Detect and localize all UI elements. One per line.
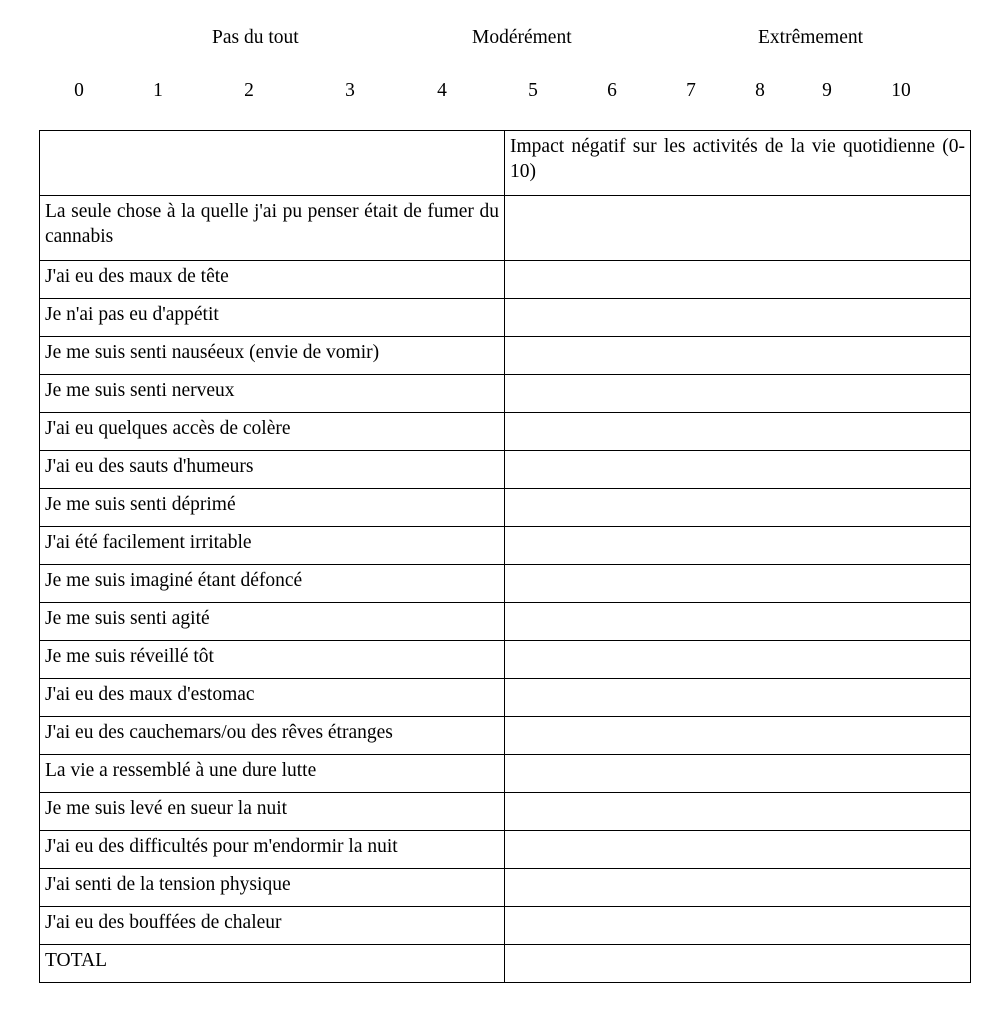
impact-value-cell[interactable] xyxy=(505,717,971,755)
scale-number-9: 9 xyxy=(822,80,832,101)
table-row xyxy=(40,299,971,337)
scale-number-4: 4 xyxy=(437,80,447,101)
symptom-label: J'ai eu des maux d'estomac xyxy=(40,679,505,717)
symptom-label: J'ai été facilement irritable xyxy=(40,527,505,565)
symptom-label: Je me suis senti agité xyxy=(40,603,505,641)
symptom-label: J'ai eu des sauts d'humeurs xyxy=(40,451,505,489)
total-label: TOTAL xyxy=(40,945,505,983)
table-row xyxy=(40,603,971,641)
impact-value-cell[interactable] xyxy=(505,413,971,451)
table-row xyxy=(40,755,971,793)
scale-label-max: Extrêmement xyxy=(758,27,864,48)
table-row xyxy=(40,641,971,679)
impact-value-cell[interactable] xyxy=(505,451,971,489)
symptom-label: J'ai eu des maux de tête xyxy=(40,261,505,299)
scale-number-5: 5 xyxy=(528,80,538,101)
impact-value-cell[interactable] xyxy=(505,907,971,945)
impact-value-cell[interactable] xyxy=(505,299,971,337)
symptom-label: Je me suis senti déprimé xyxy=(40,489,505,527)
scale-number-10: 10 xyxy=(891,80,911,101)
symptom-table xyxy=(39,130,971,983)
table-row xyxy=(40,793,971,831)
scale-number-3: 3 xyxy=(345,80,355,101)
symptom-label: La seule chose à la quelle j'ai pu penser était de fumer du cannabis xyxy=(40,196,505,261)
table-header-row xyxy=(40,131,971,196)
impact-value-cell[interactable] xyxy=(505,755,971,793)
table-row xyxy=(40,717,971,755)
table-row xyxy=(40,413,971,451)
impact-value-cell[interactable] xyxy=(505,641,971,679)
table-row xyxy=(40,451,971,489)
impact-value-cell[interactable] xyxy=(505,196,971,261)
scale-number-8: 8 xyxy=(755,80,765,101)
impact-value-cell[interactable] xyxy=(505,489,971,527)
impact-value-cell[interactable] xyxy=(505,603,971,641)
table-row xyxy=(40,489,971,527)
impact-value-cell[interactable] xyxy=(505,527,971,565)
impact-value-cell[interactable] xyxy=(505,869,971,907)
scale-number-6: 6 xyxy=(607,80,617,101)
symptom-label: Je me suis senti nerveux xyxy=(40,375,505,413)
table-row xyxy=(40,196,971,261)
symptom-label: La vie a ressemblé à une dure lutte xyxy=(40,755,505,793)
table-row xyxy=(40,907,971,945)
header-cell-impact: Impact négatif sur les activités de la vie quotidienne (0-10) xyxy=(505,131,971,196)
scale-label-min: Pas du tout xyxy=(212,27,299,48)
table-row xyxy=(40,945,971,983)
symptom-label: Je me suis réveillé tôt xyxy=(40,641,505,679)
symptom-label: J'ai eu quelques accès de colère xyxy=(40,413,505,451)
impact-value-cell[interactable] xyxy=(505,375,971,413)
symptom-label: Je me suis levé en sueur la nuit xyxy=(40,793,505,831)
impact-value-cell[interactable] xyxy=(505,337,971,375)
symptom-label: Je me suis imaginé étant défoncé xyxy=(40,565,505,603)
table-row xyxy=(40,831,971,869)
header-cell-blank xyxy=(40,131,505,196)
impact-value-cell[interactable] xyxy=(505,793,971,831)
table-row xyxy=(40,679,971,717)
table-row xyxy=(40,261,971,299)
symptom-label: J'ai eu des cauchemars/ou des rêves étranges xyxy=(40,717,505,755)
total-value-cell[interactable] xyxy=(505,945,971,983)
symptom-label: J'ai eu des difficultés pour m'endormir la nuit xyxy=(40,831,505,869)
impact-value-cell[interactable] xyxy=(505,831,971,869)
symptom-label: J'ai senti de la tension physique xyxy=(40,869,505,907)
impact-value-cell[interactable] xyxy=(505,565,971,603)
scale-number-0: 0 xyxy=(74,80,84,101)
scale-number-1: 1 xyxy=(153,80,163,101)
table-row xyxy=(40,337,971,375)
table-row xyxy=(40,527,971,565)
table-row xyxy=(40,869,971,907)
symptom-label: Je me suis senti nauséeux (envie de vomir) xyxy=(40,337,505,375)
scale-number-7: 7 xyxy=(686,80,696,101)
impact-value-cell[interactable] xyxy=(505,261,971,299)
table-row xyxy=(40,375,971,413)
symptom-label: Je n'ai pas eu d'appétit xyxy=(40,299,505,337)
symptom-label: J'ai eu des bouffées de chaleur xyxy=(40,907,505,945)
scale-label-mid: Modérément xyxy=(472,27,572,48)
table-row xyxy=(40,565,971,603)
scale-number-2: 2 xyxy=(244,80,254,101)
impact-value-cell[interactable] xyxy=(505,679,971,717)
